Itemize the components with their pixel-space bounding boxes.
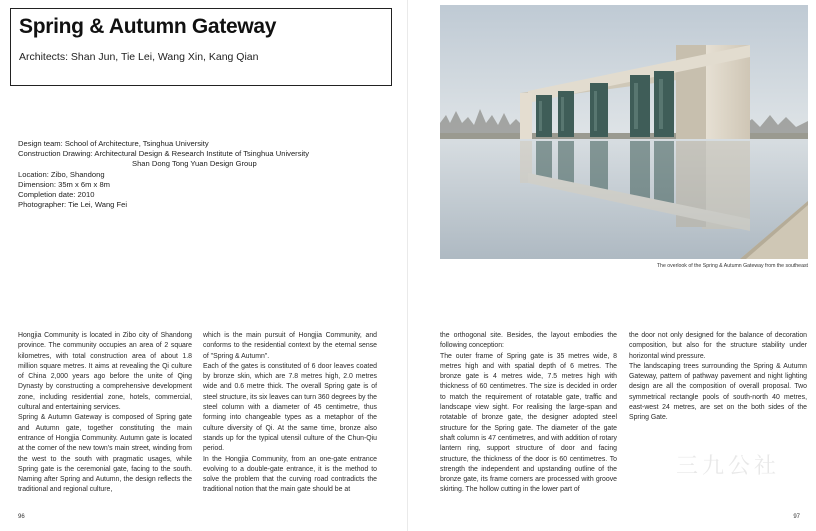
paragraph: Hongjia Community is located in Zibo city of Shandong province. The community occupies an area of 2 square kilometres, with total construction area of about 1.8 million square metres. It aims at revealing the Qi culture of China 2,000 years ago before the unite of Qing Dynasty by constructing a comprehensive development zone, including residential zone, hotels, commercial, cultural and entertaining services.: [18, 332, 192, 412]
body-column-3: [440, 331, 617, 503]
body-column-1: [18, 331, 192, 503]
photo-caption: The overlook of the Spring & Autumn Gateway from the southeast: [656, 263, 808, 269]
paragraph: which is the main pursuit of Hongjia Community, and conforms to the residential context by the eternal sense of "Spring & Autumn".: [203, 332, 377, 360]
architects-line: Architects: Shan Jun, Tie Lei, Wang Xin, Kang Qian: [19, 51, 259, 63]
paragraph: Spring & Autumn Gateway is composed of Spring gate and Autumn gate, together constituting the main entrance of Hongjia Community. Autumn gate is located at the corner of the new town's main street, winding from the west to the south with pragmatic usages, while Spring gate is the ceremonial gate, facing to the south. Naming after Spring and Autumn, the design reflects the traditional and regional culture,: [18, 414, 192, 494]
page-number-right: 97: [793, 514, 800, 520]
article-title: Spring & Autumn Gateway: [19, 15, 277, 38]
body-column-2: [203, 331, 377, 503]
credit-construction-drawing: Construction Drawing: Architectural Design & Research Institute of Tsinghua University: [18, 149, 310, 159]
paragraph: Each of the gates is constituted of 6 door leaves coated by bronze skin, which are 7.8 metres high, 2.0 metres wide and 0.6 metre thick. The overall Spring gate is of steel structure, its six leaves can turn 360 degrees by the steel column with a diameter of 45 centimetre, thus forming into changeable types as a metaphor of the culture diversity of Qi. At the same time, bronze also stands up for the typical utensil culture of the Chun-Qiu period.: [203, 362, 377, 453]
title-box: [10, 8, 392, 86]
watermark: 三九公社: [676, 454, 781, 479]
project-credits: [18, 139, 398, 210]
page-number-left: 96: [18, 514, 25, 520]
gateway-photo-image: [440, 5, 808, 259]
credit-location: Location: Zibo, Shandong: [18, 169, 105, 179]
credit-dimension: Dimension: 35m x 6m x 8m: [18, 179, 110, 189]
paragraph: In the Hongjia Community, from an one-gate entrance evolving to a double-gate entrance, it is the method to solve the problem that the curving road contradicts the traditional notion that the main gate should be at: [203, 455, 377, 494]
credit-photographer: Photographer: Tie Lei, Wang Fei: [18, 200, 128, 210]
paragraph: The landscaping trees surrounding the Spring & Autumn Gateway, pattern of pathway pavement and night lighting design are all the composition of overall proposal. Two symmetrical rectangle pools of south-north 40 metres, east-west 24 metres, are set on the both sides of the Spring Gate.: [629, 362, 807, 422]
gateway-photo: [440, 5, 808, 259]
credit-completion-date: Completion date: 2010: [18, 190, 95, 200]
paragraph: the door not only designed for the balance of decoration composition, but also for the structure stability under horizontal wind pressure.: [629, 332, 807, 360]
paragraph: the orthogonal site. Besides, the layout embodies the following conception:: [440, 332, 617, 350]
right-page: [408, 0, 816, 531]
credit-design-team: Design team: School of Architecture, Tsinghua University: [18, 139, 209, 148]
paragraph: The outer frame of Spring gate is 35 metres wide, 8 metres high and with spatial depth of 6 metres. The bronze gate is 4 metres wide, 7.5 metres high with thickness of 60 centimetres. The size is decided in order to match the requirement of rotatable gate, traffic and landscape view sight. For realising the large-span and rotatable of bronze gate, the designer adopted steel structure for the Spring gate. The diameter of the gate shaft column is 47 centimetres, and with addition of rotary lantern ring, support structure of door and facing structure, the thickness of the door is 60 centimetres. To strength the independent and upstanding outline of the bronze gate, its frame corners are processed with groove skirting. The hollow cutting in the lower part of: [440, 352, 617, 494]
credit-construction-drawing-2: Shan Dong Tong Yuan Design Group: [132, 159, 257, 169]
